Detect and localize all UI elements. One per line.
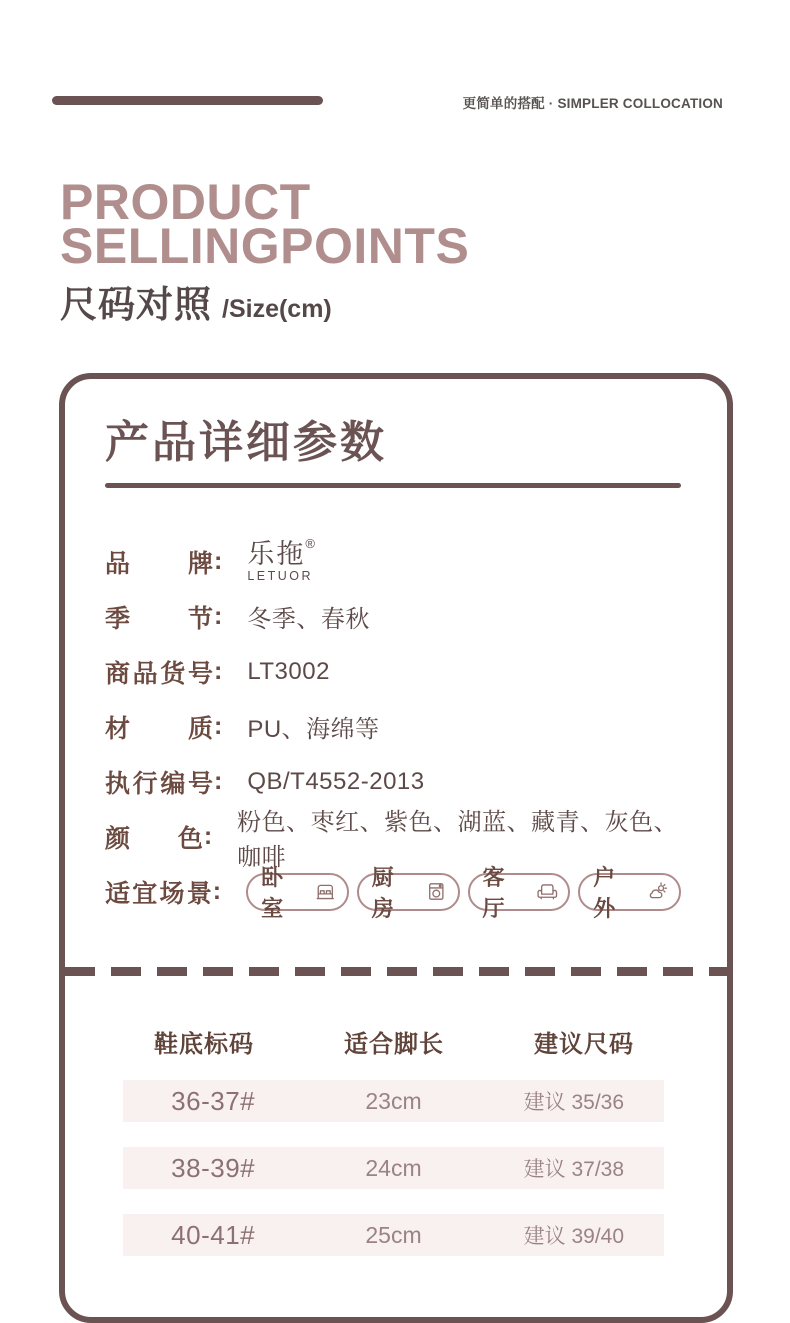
param-colon: :	[214, 602, 223, 630]
size-table-row	[123, 1080, 664, 1122]
param-value: QB/T4552-2013	[247, 767, 425, 795]
size-table-header-cell: 建议尺码	[534, 1031, 634, 1058]
size-table-header-cell: 鞋底标码	[154, 1031, 254, 1058]
scene-pill-label: 卧室	[261, 864, 286, 921]
brand-sub-name: LETUOR	[247, 568, 314, 583]
brand-name: 乐拖	[247, 538, 306, 569]
brand-logo	[247, 535, 315, 583]
param-value: 粉色、枣红、紫色、湖蓝、藏青、灰色、咖啡	[237, 808, 679, 871]
spec-panel-title: 产品详细参数	[105, 418, 387, 467]
size-table-header-cell: 适合脚长	[344, 1031, 444, 1058]
scene-pill-outdoor	[578, 864, 681, 921]
param-row-season	[105, 589, 681, 644]
size-table-row	[123, 1147, 664, 1189]
param-row-brand	[105, 534, 681, 589]
param-row-color	[105, 808, 681, 871]
subtitle-cn: 尺码对照	[60, 284, 212, 325]
param-colon: :	[214, 547, 223, 575]
param-label: 季节	[105, 604, 213, 633]
page-subtitle	[60, 274, 332, 328]
sofa-icon	[536, 880, 559, 903]
scene-pill-label: 客厅	[482, 864, 507, 921]
page-title	[60, 174, 470, 274]
subtitle-en: /Size(cm)	[222, 295, 332, 323]
sun-cloud-icon	[646, 880, 669, 903]
foot-length-cell: 23cm	[365, 1087, 422, 1114]
param-value: LT3002	[247, 657, 330, 685]
scene-pills	[246, 864, 681, 921]
foot-length-cell: 25cm	[365, 1221, 422, 1248]
scene-pill-label: 户外	[593, 864, 618, 921]
tagline: 更简单的搭配 · SIMPLER COLLOCATION	[462, 96, 723, 111]
suggested-size-cell: 建议 37/38	[523, 1158, 625, 1181]
param-label: 品牌	[105, 549, 213, 578]
param-colon: :	[203, 822, 213, 850]
param-row-item-number	[105, 644, 681, 699]
param-value: PU、海绵等	[247, 716, 380, 743]
scene-pill-livingroom	[468, 864, 571, 921]
param-row-scenes	[105, 864, 681, 919]
param-colon: :	[214, 767, 223, 795]
scene-pill-kitchen	[357, 864, 460, 921]
param-label: 适宜场景	[105, 879, 212, 908]
registered-mark-icon: ®	[305, 535, 315, 551]
scene-pill-label: 厨房	[371, 864, 396, 921]
param-label: 商品货号	[105, 659, 213, 688]
title-underline	[105, 483, 681, 488]
sole-size-cell: 38-39#	[171, 1152, 256, 1183]
page-title-line1: PRODUCT	[60, 174, 311, 230]
size-table-header	[109, 1024, 679, 1058]
suggested-size-cell: 建议 39/40	[523, 1225, 625, 1248]
size-table-row	[123, 1214, 664, 1256]
washing-machine-icon	[425, 880, 448, 903]
spec-panel	[59, 373, 733, 1323]
param-colon: :	[214, 657, 223, 685]
foot-length-cell: 24cm	[365, 1154, 422, 1181]
param-list	[105, 534, 681, 919]
suggested-size-cell: 建议 35/36	[523, 1091, 625, 1114]
param-value: 冬季、春秋	[247, 606, 370, 633]
param-label: 颜色	[105, 824, 203, 853]
bed-icon	[314, 880, 337, 903]
sole-size-cell: 40-41#	[171, 1219, 256, 1250]
dashed-divider	[65, 967, 727, 976]
param-row-material	[105, 699, 681, 754]
param-label: 执行编号	[105, 769, 213, 798]
page-title-line2: SELLINGPOINTS	[60, 218, 470, 274]
decor-bar	[52, 96, 323, 105]
sole-size-cell: 36-37#	[171, 1085, 256, 1116]
param-colon: :	[212, 877, 222, 905]
param-label: 材质	[105, 714, 213, 743]
scene-pill-bedroom	[246, 864, 349, 921]
param-colon: :	[214, 712, 223, 740]
